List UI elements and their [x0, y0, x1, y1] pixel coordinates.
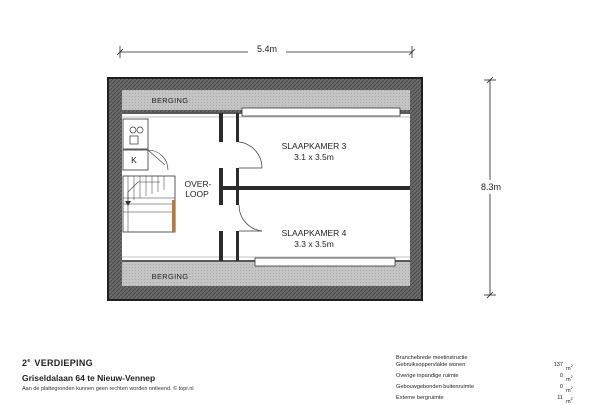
dormer-window-bottom: [255, 258, 395, 266]
measurement-title: Branchebrede meetinstructie: [396, 355, 468, 361]
width-dimension: [117, 44, 415, 58]
measurement-row: Gebruiksoppervlakte wonen 137 $m^2$: [396, 362, 573, 372]
measurement-row: Overige inpandige ruimte 0 $m^2$: [396, 372, 573, 383]
measurement-label: Gebouwgebonden buitenruimte: [396, 383, 475, 390]
depth-dimension: [478, 77, 504, 298]
floor-number: 2e: [22, 358, 31, 368]
dormer-window-top: [242, 108, 400, 116]
measurement-table: [396, 355, 576, 405]
width-label: 5.4m: [256, 44, 278, 54]
plan-footer: [22, 358, 352, 392]
floor-title: [22, 358, 352, 368]
slaapkamer4-name: SLAAPKAMER 4: [281, 228, 347, 238]
measurement-value: 0: [559, 372, 563, 379]
slaapkamer3-size: 3.1 x 3.5m: [294, 152, 334, 162]
disclaimer: Aan de plattegronden kunnen geen rechten worden ontleend. © topr.nl: [22, 386, 194, 392]
slaapkamer4-size: 3.3 x 3.5m: [294, 239, 334, 249]
measurement-value: 0: [559, 383, 563, 390]
measurement-value: 137: [553, 362, 563, 368]
interior-wall-vertical: [219, 113, 223, 261]
slaapkamer3-name: SLAAPKAMER 3: [281, 141, 347, 151]
staircase: [123, 176, 175, 232]
address: Griseldalaan 64 te Nieuw-Vennep: [22, 373, 156, 383]
floor-name: VERDIEPING: [34, 358, 93, 368]
measurement-label: Gebruiksoppervlakte wonen: [396, 362, 466, 368]
interior-wall-horizontal: [223, 186, 410, 190]
technical-niche: [123, 119, 148, 149]
berging-top-label: BERGING: [151, 96, 189, 105]
overloop-label-line1: OVER-: [184, 179, 212, 189]
overloop-label-line2: LOOP: [185, 189, 209, 199]
measurement-label: Externe bergruimte: [396, 394, 444, 401]
floor-number-suffix: e: [27, 358, 31, 364]
measurement-value: 11: [557, 394, 563, 401]
measurement-row: Externe bergruimte 11 $m^2$: [396, 394, 573, 405]
measurement-row: Gebouwgebonden buitenruimte 0 $m^2$: [396, 383, 573, 394]
berging-bottom-label: BERGING: [151, 272, 189, 281]
measurement-label: Overige inpandige ruimte: [396, 372, 459, 379]
depth-label: 8.3m: [480, 182, 502, 192]
cabinet-label: K: [131, 155, 137, 165]
